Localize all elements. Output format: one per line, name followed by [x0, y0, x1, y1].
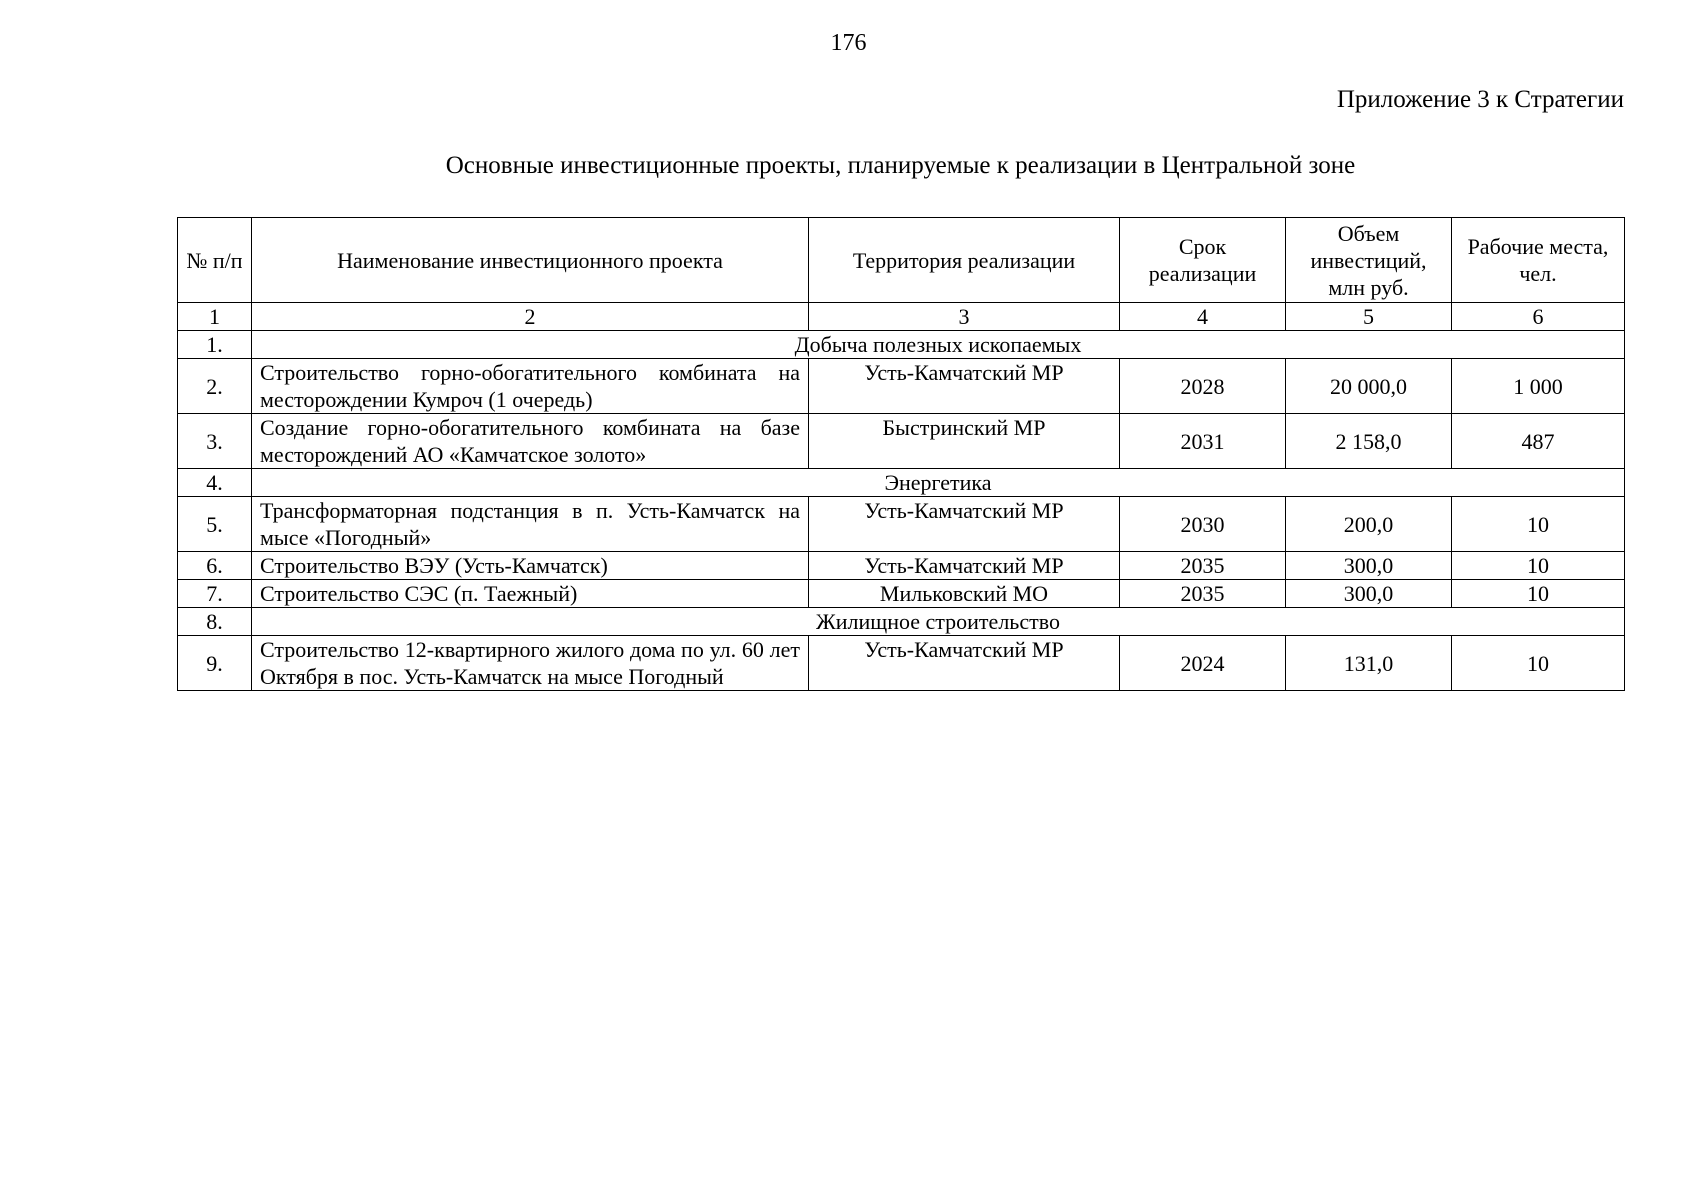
project-investment: 300,0 [1286, 580, 1452, 608]
project-investment: 200,0 [1286, 497, 1452, 552]
header-term: Срок реализации [1120, 218, 1286, 303]
row-num: 2. [178, 359, 252, 414]
project-term: 2035 [1120, 552, 1286, 580]
appendix-label: Приложение 3 к Стратегии [1336, 86, 1624, 113]
project-investment: 20 000,0 [1286, 359, 1452, 414]
project-name: Строительство 12-квартирного жилого дома по ул. 60 лет Октября в пос. Усть-Камчатск на мысе Погодный [252, 636, 809, 691]
header-num: № п/п [178, 218, 252, 303]
project-term: 2028 [1120, 359, 1286, 414]
project-investment: 300,0 [1286, 552, 1452, 580]
section-row [178, 331, 1625, 359]
section-title: Жилищное строительство [252, 608, 1625, 636]
project-term: 2031 [1120, 414, 1286, 469]
row-num: 6. [178, 552, 252, 580]
table-row [178, 359, 1625, 414]
project-name: Создание горно-обогатительного комбината на базе месторождений АО «Камчатское золото» [252, 414, 809, 469]
projects-table-body [178, 218, 1625, 691]
column-index-cell: 2 [252, 303, 809, 331]
projects-table [177, 217, 1625, 691]
section-row [178, 469, 1625, 497]
project-jobs: 1 000 [1452, 359, 1625, 414]
row-num: 3. [178, 414, 252, 469]
project-name: Строительство горно-обогатительного комбината на месторождении Кумроч (1 очередь) [252, 359, 809, 414]
project-jobs: 10 [1452, 497, 1625, 552]
section-num: 4. [178, 469, 252, 497]
page-number: 176 [830, 30, 867, 56]
table-row [178, 497, 1625, 552]
row-num: 5. [178, 497, 252, 552]
header-name: Наименование инвестиционного проекта [252, 218, 809, 303]
column-index-cell: 6 [1452, 303, 1625, 331]
row-num: 9. [178, 636, 252, 691]
project-term: 2030 [1120, 497, 1286, 552]
section-title: Энергетика [252, 469, 1625, 497]
section-num: 1. [178, 331, 252, 359]
project-term: 2024 [1120, 636, 1286, 691]
section-row [178, 608, 1625, 636]
project-investment: 2 158,0 [1286, 414, 1452, 469]
column-index-row [178, 303, 1625, 331]
section-title: Добыча полезных ископаемых [252, 331, 1625, 359]
project-territory: Усть-Камчатский МР [809, 497, 1120, 552]
table-row [178, 636, 1625, 691]
document-title: Основные инвестиционные проекты, планируемые к реализации в Центральной зоне [445, 152, 1356, 179]
project-jobs: 10 [1452, 636, 1625, 691]
header-territory: Территория реализации [809, 218, 1120, 303]
section-num: 8. [178, 608, 252, 636]
row-num: 7. [178, 580, 252, 608]
project-jobs: 10 [1452, 580, 1625, 608]
project-jobs: 487 [1452, 414, 1625, 469]
project-territory: Усть-Камчатский МР [809, 636, 1120, 691]
project-territory: Мильковский МО [809, 580, 1120, 608]
column-index-cell: 4 [1120, 303, 1286, 331]
table-row [178, 552, 1625, 580]
column-index-cell: 1 [178, 303, 252, 331]
project-investment: 131,0 [1286, 636, 1452, 691]
header-row [178, 218, 1625, 303]
column-index-cell: 3 [809, 303, 1120, 331]
project-name: Трансформаторная подстанция в п. Усть-Камчатск на мысе «Погодный» [252, 497, 809, 552]
table-row [178, 414, 1625, 469]
project-territory: Усть-Камчатский МР [809, 359, 1120, 414]
column-index-cell: 5 [1286, 303, 1452, 331]
table-row [178, 580, 1625, 608]
header-jobs: Рабочие места, чел. [1452, 218, 1625, 303]
project-territory: Усть-Камчатский МР [809, 552, 1120, 580]
project-territory: Быстринский МР [809, 414, 1120, 469]
project-name: Строительство ВЭУ (Усть-Камчатск) [252, 552, 809, 580]
header-investment: Объем инвестиций, млн руб. [1286, 218, 1452, 303]
project-term: 2035 [1120, 580, 1286, 608]
project-jobs: 10 [1452, 552, 1625, 580]
project-name: Строительство СЭС (п. Таежный) [252, 580, 809, 608]
